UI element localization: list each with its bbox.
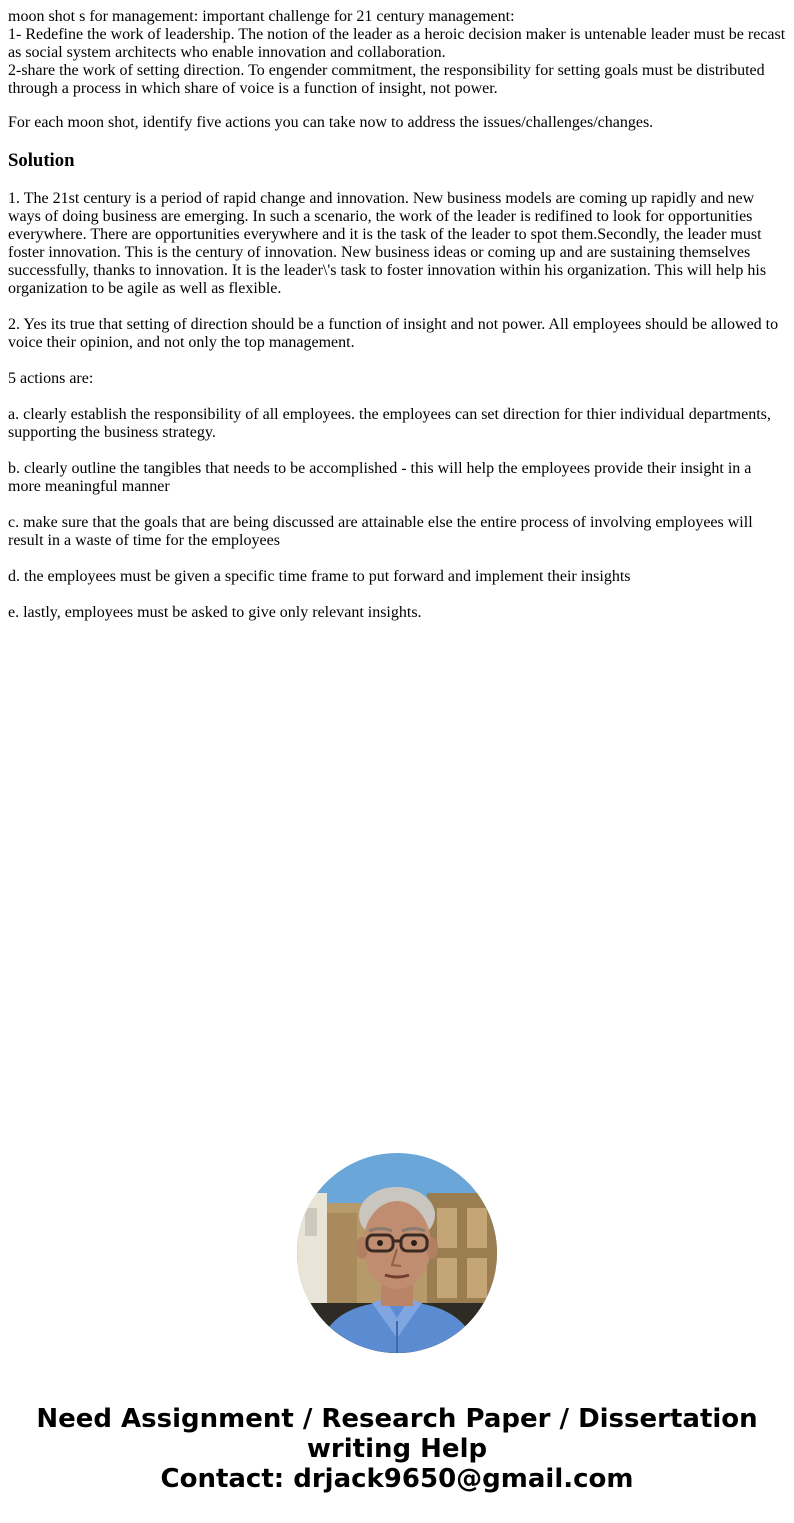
solution-action-a: a. clearly establish the responsibility of all employees. the employees can set direction for thier individual departments, supporting the business strategy.: [8, 406, 771, 441]
solution-action-c: c. make sure that the goals that are being discussed are attainable else the entire process of involving employees will result in a waste of time for the employees: [8, 514, 753, 549]
solution-paragraph-2: 2. Yes its true that setting of direction should be a function of insight and not power. All employees should be allowed to voice their opinion, and not only the top management.: [8, 316, 779, 351]
solution-paragraph-1: 1. The 21st century is a period of rapid change and innovation. New business models are coming up rapidly and new ways of doing business are emerging. In such a scenario, the work of the leader is redifined to look for opportunities everywhere. There are opportunities everywhere and it is the task of the leader to spot them.Secondly, the leader must foster innovation. This is the century of innovation. New business ideas or coming up and are sustaining themselves successfully, thanks to innovation. It is the leader\'s task to foster innovation within his organization. This will help his organization to be agile as well as flexible.: [8, 190, 767, 297]
question-title: moon shot s for management: important challenge for 21 century management:: [8, 8, 515, 25]
promo-contact: Contact: drjack9650@gmail.com: [160, 1464, 634, 1494]
solution-action-e: e. lastly, employees must be asked to give only relevant insights.: [8, 604, 422, 621]
author-portrait-image: [297, 1153, 497, 1353]
author-avatar: [297, 1153, 497, 1353]
solution-actions-intro: 5 actions are:: [8, 370, 94, 387]
question-instruction: For each moon shot, identify five actions you can take now to address the issues/challenges/changes.: [8, 114, 654, 131]
page-content: [8, 8, 788, 622]
solution-heading: Solution: [8, 150, 75, 171]
promo-line-2: writing Help: [306, 1434, 488, 1464]
solution-body: [8, 190, 788, 622]
question-item-1: 1- Redefine the work of leadership. The notion of the leader as a heroic decision maker is untenable leader must be recast as social system architects who enable innovation and collaboration.: [8, 26, 786, 61]
question-block: [8, 8, 788, 132]
promo-line-1: Need Assignment / Research Paper / Dissertation: [36, 1404, 758, 1434]
question-item-2: 2-share the work of setting direction. To engender commitment, the responsibility for setting goals must be distributed through a process in which share of voice is a function of insight, not power.: [8, 62, 765, 97]
solution-action-d: d. the employees must be given a specific time frame to put forward and implement their insights: [8, 568, 631, 585]
promo-banner: [0, 1404, 794, 1494]
solution-action-b: b. clearly outline the tangibles that needs to be accomplished - this will help the employees provide their insight in a more meaningful manner: [8, 460, 752, 495]
